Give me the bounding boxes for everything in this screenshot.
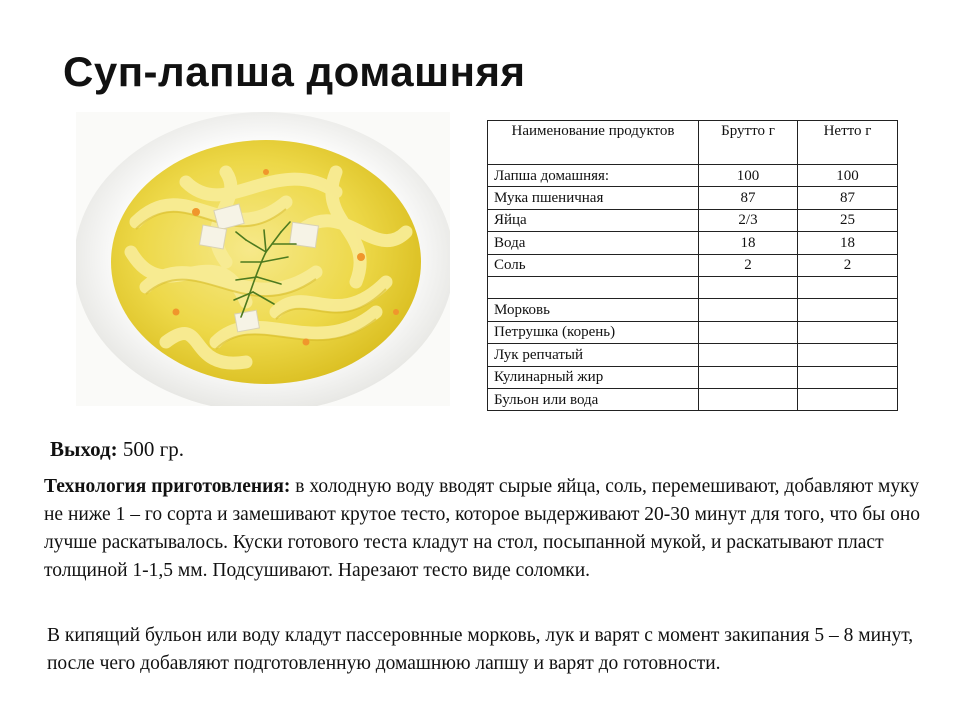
gross-value xyxy=(699,388,798,410)
method-paragraph-1 xyxy=(44,473,924,585)
table-row xyxy=(488,276,898,298)
gross-value: 2 xyxy=(699,254,798,276)
header-gross: Брутто г xyxy=(699,121,798,165)
net-value: 18 xyxy=(798,232,898,254)
method-paragraph-2: В кипящий бульон или воду кладут пассеровнные морковь, лук и варят с момент закипания 5 – 8 минут, после чего добавляют подготовленную домашнюю лапшу и варят до готовности. xyxy=(47,625,914,674)
gross-value xyxy=(699,344,798,366)
gross-value: 2/3 xyxy=(699,209,798,231)
table-row xyxy=(488,299,898,321)
gross-value: 87 xyxy=(699,187,798,209)
gross-value: 18 xyxy=(699,232,798,254)
product-name: Яйца xyxy=(488,209,699,231)
table-row xyxy=(488,209,898,231)
net-value xyxy=(798,366,898,388)
product-name: Кулинарный жир xyxy=(488,366,699,388)
table-row xyxy=(488,366,898,388)
gross-value: 100 xyxy=(699,165,798,187)
ingredients-table xyxy=(487,120,898,411)
net-value xyxy=(798,321,898,343)
method-label: Технология приготовления: xyxy=(44,476,291,497)
product-name: Вода xyxy=(488,232,699,254)
header-product: Наименование продуктов xyxy=(488,121,699,165)
product-name xyxy=(488,276,699,298)
yield-label: Выход: xyxy=(50,437,118,461)
gross-value xyxy=(699,321,798,343)
net-value: 25 xyxy=(798,209,898,231)
table-row xyxy=(488,388,898,410)
page-title: Суп-лапша домашняя xyxy=(63,48,526,95)
table-row xyxy=(488,165,898,187)
net-value xyxy=(798,299,898,321)
net-value: 87 xyxy=(798,187,898,209)
product-name: Лук репчатый xyxy=(488,344,699,366)
soup-bowl-illustration xyxy=(76,112,450,406)
product-name: Мука пшеничная xyxy=(488,187,699,209)
table-row xyxy=(488,321,898,343)
header-net: Нетто г xyxy=(798,121,898,165)
yield-line xyxy=(50,437,184,462)
product-name: Петрушка (корень) xyxy=(488,321,699,343)
gross-value xyxy=(699,299,798,321)
gross-value xyxy=(699,366,798,388)
soup-photo xyxy=(76,112,450,406)
net-value xyxy=(798,388,898,410)
table-row xyxy=(488,254,898,276)
net-value: 2 xyxy=(798,254,898,276)
net-value: 100 xyxy=(798,165,898,187)
net-value xyxy=(798,276,898,298)
product-name: Соль xyxy=(488,254,699,276)
table-row xyxy=(488,344,898,366)
table-row xyxy=(488,187,898,209)
product-name: Бульон или вода xyxy=(488,388,699,410)
net-value xyxy=(798,344,898,366)
product-name: Морковь xyxy=(488,299,699,321)
product-name: Лапша домашняя: xyxy=(488,165,699,187)
yield-value: 500 гр. xyxy=(117,437,184,461)
gross-value xyxy=(699,276,798,298)
method-text-1: в холодную воду вводят сырые яйца, соль, перемешивают, добавляют муку не ниже 1 – го сорта и замешивают крутое тесто, которое выдерживают 20-30 минут для того, что бы оно лучше раскатывалось. Куски готового теста кладут на стол, посыпанной мукой, и раскатывают пласт толщиной 1-1,5 мм. Подсушивают. Нарезают тесто виде соломки. xyxy=(44,476,921,581)
table-header-row xyxy=(488,121,898,165)
table-row xyxy=(488,232,898,254)
